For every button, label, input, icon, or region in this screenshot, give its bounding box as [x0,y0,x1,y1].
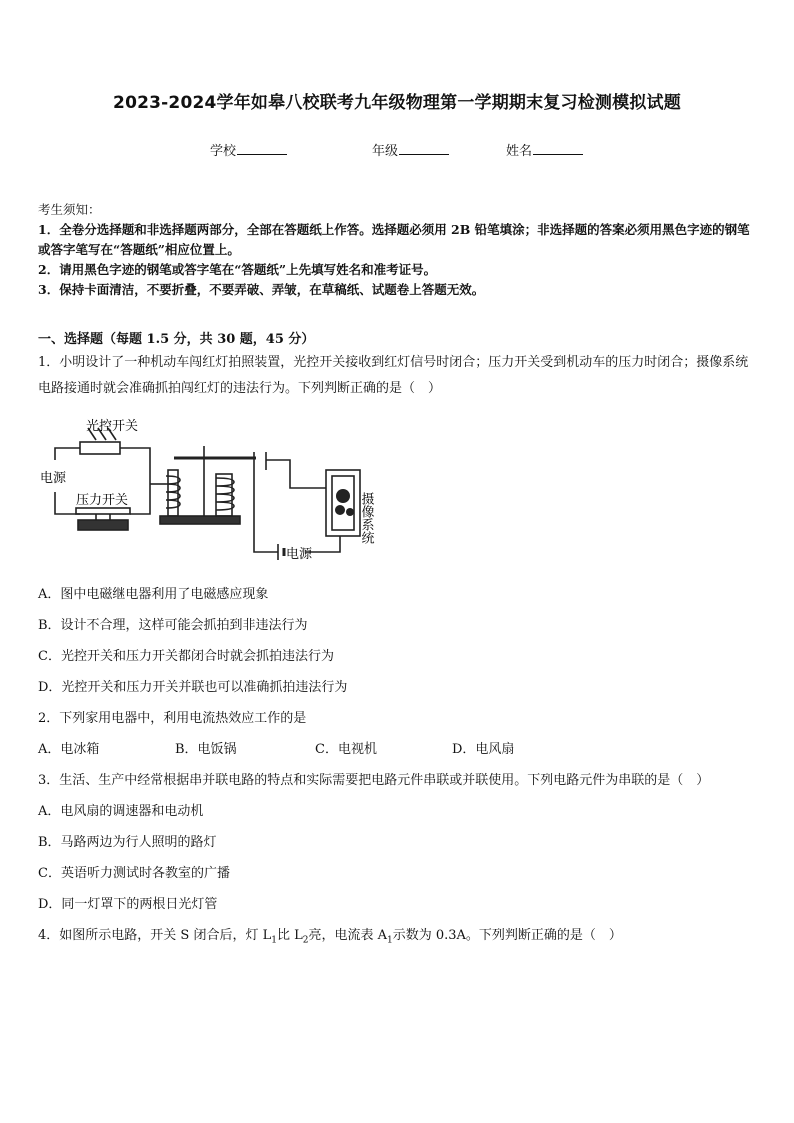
notice-item-1: 1．全卷分选择题和非选择题两部分，全部在答题纸上作答。选择题必须用 2B 铅笔填涂；非选择题的答案必须用黑色字迹的钢笔或答字笔写在“答题纸”相应位置上。 [38,222,750,257]
question-2-stem: 2．下列家用电器中，利用电流热效应工作的是 [38,711,307,726]
page-title: 2023-2024学年如皋八校联考九年级物理第一学期期末复习检测模拟试题 [113,93,681,113]
relay-circuit-figure [40,416,390,568]
q3-option-d[interactable]: D．同一灯罩下的两根日光灯管 [38,897,218,912]
name-field[interactable] [506,140,583,159]
q3-option-a[interactable]: A．电风扇的调速器和电动机 [38,804,204,819]
q2-option-a[interactable]: A．电冰箱 [38,742,100,757]
section-heading-choice: 一、选择题（每题 1.5 分，共 30 题，45 分） [38,332,315,347]
q3-option-b[interactable]: B．马路两边为行人照明的路灯 [38,835,217,850]
light-switch-label: 光控开关 [86,419,139,434]
question-1-stem: 1．小明设计了一种机动车闯红灯拍照装置，光控开关接收到红灯信号时闭合；压力开关受到机动车的压力时闭合；摄像系统电路接通时就会准确抓拍闯红灯的违法行为。下列判断正确的是（ ） [38,355,749,396]
notice-item-3: 3．保持卡面清洁，不要折叠，不要弄破、弄皱，在草稿纸、试题卷上答题无效。 [38,282,485,297]
question-3-stem: 3．生活、生产中经常根据串并联电路的特点和实际需要把电路元件串联或并联使用。下列电路元件为串联的是（ ） [38,773,710,788]
school-blank[interactable] [237,142,287,155]
q4-text-suffix: 示数为 0.3A。下列判断正确的是（ ） [392,928,622,943]
q1-option-b[interactable]: B．设计不合理，这样可能会抓拍到非违法行为 [38,618,308,633]
student-info-row [0,140,794,160]
left-source-label: 电源 [40,471,67,486]
notice-block [38,200,758,300]
q4-sub-l1: 1 [271,935,277,946]
q1-option-c[interactable]: C．光控开关和压力开关都闭合时就会抓拍违法行为 [38,649,334,664]
q4-sub-a1: 1 [386,935,393,946]
q1-option-d[interactable]: D．光控开关和压力开关并联也可以准确抓拍违法行为 [38,680,348,695]
q4-text-mid1: 比 L [276,928,303,943]
bottom-source-label: 电源 [286,547,313,562]
q4-text-mid2: 亮，电流表 A [308,928,387,943]
q2-option-b[interactable]: B．电饭锅 [175,742,237,757]
notice-item-2: 2．请用黑色字迹的钢笔或答字笔在“答题纸”上先填写姓名和准考证号。 [38,262,437,277]
q2-options-row [38,738,598,758]
pressure-switch-label: 压力开关 [76,493,129,508]
camera-system-label: 摄像系统 [358,492,374,544]
grade-field[interactable] [372,140,449,159]
q3-option-c[interactable]: C．英语听力测试时各教室的广播 [38,866,230,881]
notice-heading: 考生须知： [38,202,101,217]
school-label: 学校 [210,144,237,159]
q1-option-a[interactable]: A．图中电磁继电器利用了电磁感应现象 [38,587,269,602]
q4-text-prefix: 4．如图所示电路，开关 S 闭合后，灯 L [38,928,272,943]
name-label: 姓名 [506,144,533,159]
school-field[interactable] [210,140,287,159]
q2-option-d[interactable]: D．电风扇 [452,742,515,757]
question-4-stem [38,924,622,946]
light-switch-box [80,442,120,454]
q2-option-c[interactable]: C．电视机 [315,742,377,757]
q4-sub-l2: 2 [302,935,309,946]
grade-blank[interactable] [399,142,449,155]
name-blank[interactable] [533,142,583,155]
grade-label: 年级 [372,144,399,159]
